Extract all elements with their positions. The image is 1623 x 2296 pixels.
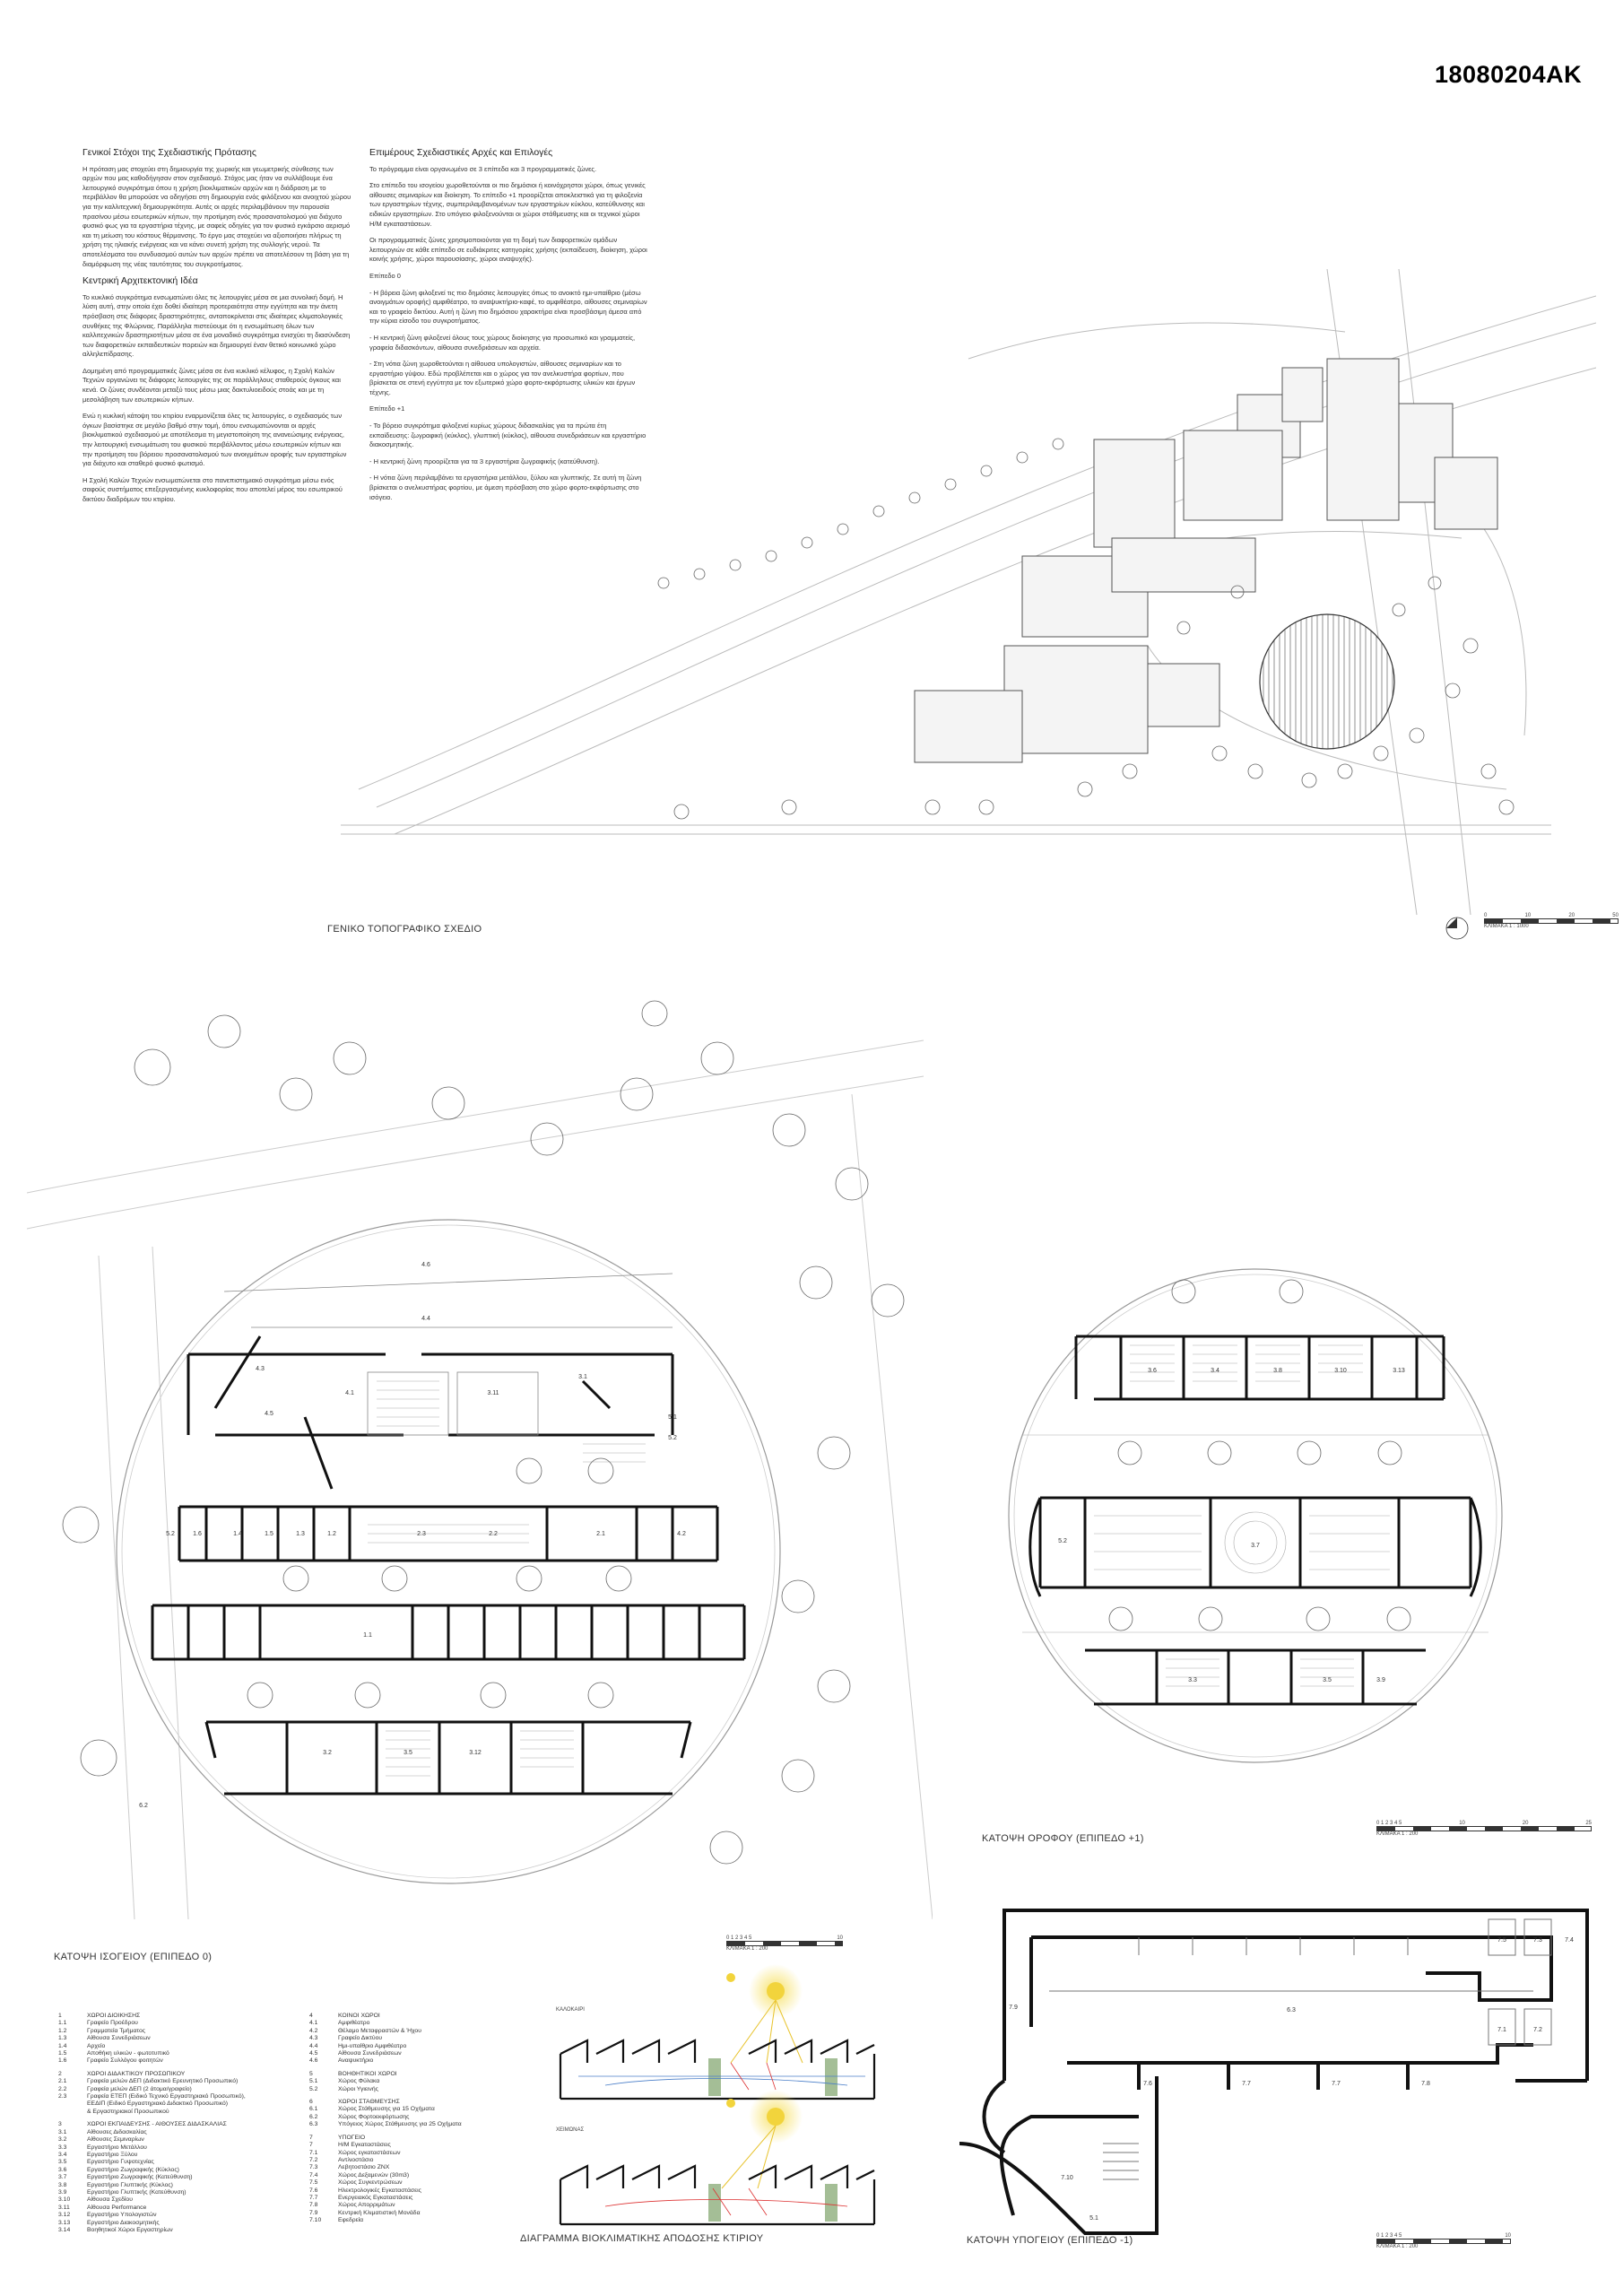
- legend-code: 3.13: [58, 2219, 71, 2226]
- legend-text: Αναψυκτήριο: [338, 2057, 374, 2065]
- legend-text: Λεβητοστάσιο ΖΝΧ: [338, 2164, 390, 2171]
- legend-code: 3.1: [58, 2128, 67, 2135]
- ground-floor-plan: [27, 987, 933, 1919]
- room-label: 7.6: [1143, 2081, 1152, 2087]
- bioclimatic-sections: [551, 1964, 892, 2233]
- paragraph: Στο επίπεδο του ισογείου χωροθετούνται οι πιο δημόσιοι ή κοινόχρηστοι χώροι, όπως γενικές αίθουσες σεμιναρίων και διοίκηση. Το επίπεδο +1 προορίζεται αποκλειστικά για τη φιλοξενία των εργαστηρίων τέχνης, συμπεριλαμβανομένων των εργαστηρίων κύκλου, κατεύθυνσης και ειδικών εργαστηρίων. Στο υπόγειο φιλοξενούνται οι χώροι στάθμευσης και οι τεχνικοί χώροι Η/Μ εγκαταστάσεων.: [369, 181, 646, 228]
- legend-code: [58, 2109, 87, 2116]
- proposed-building-footprint: [1260, 614, 1394, 749]
- legend-text: Γραφείο Συλλόγου φοιτητών: [87, 2057, 163, 2065]
- legend-row: [309, 2210, 525, 2217]
- legend-code: 3.8: [58, 2181, 67, 2188]
- basement-plan: [959, 1883, 1605, 2260]
- legend-text: Εργαστήριο Ξύλου: [87, 2151, 138, 2158]
- room-label: 3.5: [1323, 1677, 1332, 1683]
- heading-design-principles: Επιμέρους Σχεδιαστικές Αρχές και Επιλογές: [369, 147, 553, 158]
- legend-text: Χώρος Δεξαμενών (30m3): [338, 2171, 410, 2179]
- legend-text: Αίθουσες Διδασκαλίας: [87, 2128, 147, 2135]
- scale-tick: 0: [1484, 913, 1488, 918]
- legend-code: 4.3: [309, 2035, 318, 2042]
- legend-text: Γραφεία μελών ΔΕΠ (2 άτομα/γραφείο): [87, 2085, 192, 2092]
- legend-text: Χώρος Φύλακα: [338, 2078, 380, 2085]
- room-label: 3.1: [578, 1374, 587, 1380]
- paragraph: - Η κεντρική ζώνη φιλοξενεί όλους τους χώρους διοίκησης για προσωπικό και γραμματείς, γραφεία διδασκόντων, αίθουσα συνεδριάσεων και αρχεία.: [369, 333, 636, 352]
- legend-text: Εργαστήριο Υπολογιστών: [87, 2212, 157, 2219]
- legend-code: 7.1: [309, 2149, 318, 2156]
- legend-code: 7.7: [309, 2194, 318, 2201]
- legend-code: 3.9: [58, 2188, 67, 2196]
- legend-row: [58, 2220, 300, 2227]
- legend-code: 3: [58, 2121, 62, 2128]
- room-label: 7.9: [1009, 2005, 1018, 2011]
- room-label: 5.1: [668, 1414, 677, 1421]
- legend-text: Χώρος Στάθμευσης για 15 Οχήματα: [338, 2106, 435, 2113]
- room-label: 7.1: [1497, 2027, 1506, 2033]
- scale-tick: 10: [837, 1935, 843, 1941]
- paragraph: - Η κεντρική ζώνη προορίζεται για τα 3 εργαστήρια ζωγραφικής (κατεύθυνση).: [369, 457, 600, 465]
- legend-code: 4.4: [309, 2042, 318, 2049]
- legend-text: Χώρος Απορριμάτων: [338, 2202, 395, 2209]
- legend-text: Γραφείο Προέδρου: [87, 2020, 138, 2027]
- paragraph: Η πρόταση μας στοχεύει στη δημιουργία της χωρικής και γεωμετρικής σύνθεσης των αρχών που μας καθοδήγησαν στον σχεδιασμό. Στόχος μας ήταν να συλλάβουμε ένα λειτουργικό συγκρότημα όπου η χρήση βιοκλιματικών αρχών και η διάδραση με το περιβάλλον θα μπορούσε να οδηγήσει στη δημιουργία ενός φιλόξενου και ανοιχτού χώρου για την καλλιτεχνική δημιουργικότητα. Αυτές οι αρχές περιλαμβάνουν την παρουσία πρασίνου μέσω εσωτερικών κήπων, την προτίμηση ενός προσανατολισμού για διάχυτο φυσικό φως για τα εργαστήρια τέχνης, με σαφείς οδηγίες για τον φυσικό εγκάρσιο αερισμό και τη μείωση του κόστους θέρμανσης. Το έργο μας στοχεύει να αξιοποιήσει πλήρως τη χρήση της ηλιακής ενέργειας και να κάνει συνετή χρήση της συλλογής νερού. Τα αποτελέσματα του συνδυασμού αυτών των αρχών πρέπει να αποτελέσουν τη βάση για τη διαμόρφωση της νέας ταυτότητας του συγκροτήματος.: [82, 164, 352, 268]
- scale-tick: 0 1 2 3 4 5: [1376, 2233, 1402, 2239]
- scale-label: ΚΛΙΜΑΚΑ 1 : 200: [1376, 2244, 1419, 2249]
- legend-code: 7.2: [309, 2156, 318, 2163]
- legend-code: 3.7: [58, 2174, 67, 2181]
- legend-row: [58, 2136, 300, 2144]
- legend-code: 1.2: [58, 2027, 67, 2034]
- scale-tick: 20: [1522, 1821, 1529, 1826]
- room-label: 3.3: [1188, 1677, 1197, 1683]
- legend-text: Χώρος εγκαταστάσεων: [338, 2149, 401, 2156]
- topo-scale-bar: [1484, 913, 1619, 929]
- legend-code: 7.3: [309, 2164, 318, 2171]
- room-label: 7.4: [1565, 1937, 1574, 1944]
- legend-text: Ημι-υπαίθριο Αμφιθέατρο: [338, 2042, 407, 2049]
- legend-text: ΥΠΟΓΕΙΟ: [338, 2134, 366, 2141]
- legend-left: [58, 2013, 300, 2234]
- legend-row: [58, 2121, 300, 2128]
- legend-text: Αίθουσα Συνεδριάσεων: [87, 2035, 151, 2042]
- caption-basement: ΚΑΤΟΨΗ ΥΠΟΓΕΙΟΥ (ΕΠΙΠΕΔΟ -1): [967, 2235, 1133, 2246]
- legend-row: [58, 2144, 300, 2152]
- heading-central-idea: Κεντρική Αρχιτεκτονική Ιδέα: [82, 275, 198, 287]
- legend-row: [58, 2100, 300, 2108]
- legend-code: 1.3: [58, 2035, 67, 2042]
- upper-floor-plan: [1004, 1166, 1506, 1830]
- legend-code: 7.10: [309, 2217, 322, 2224]
- ground-scale-bar: [726, 1935, 843, 1952]
- legend-code: 6: [309, 2099, 313, 2106]
- legend-code: 7.5: [309, 2179, 318, 2187]
- legend-row: [309, 2057, 525, 2065]
- legend-code: 1.6: [58, 2057, 67, 2065]
- legend-code: 6.2: [309, 2113, 318, 2120]
- legend-row: [58, 2174, 300, 2181]
- room-label: 3.9: [1376, 1677, 1385, 1683]
- room-label: 4.4: [421, 1316, 430, 1322]
- project-code: 18080204AK: [1435, 61, 1583, 88]
- legend-code: 2.2: [58, 2085, 67, 2092]
- legend-text: Εργαστήριο Ζωγραφικής (Κύκλος): [87, 2166, 179, 2173]
- legend-text: Εργαστήριο Γλυπτικής (Κύκλος): [87, 2181, 173, 2188]
- legend-code: 2.3: [58, 2093, 67, 2100]
- legend-text: ΧΩΡΟΙ ΔΙΟΙΚΗΣΗΣ: [87, 2013, 141, 2019]
- legend-code: 7: [309, 2134, 313, 2141]
- room-label: 3.6: [1148, 1368, 1157, 1374]
- legend-text: Γραφεία μελών ΔΕΠ (Διδακτικό Ερευνητικό Προσωπικό): [87, 2078, 239, 2085]
- caption-bioclimatic: ΔΙΑΓΡΑΜΜΑ ΒΙΟΚΛΙΜΑΤΙΚΗΣ ΑΠΟΔΟΣΗΣ ΚΤΙΡΙΟΥ: [520, 2233, 764, 2244]
- room-label: 5.2: [1058, 1538, 1067, 1544]
- legend-text: Γραμματεία Τμήματος: [87, 2027, 146, 2034]
- paragraph: - Το βόρειο συγκρότημα φιλοξενεί κυρίως χώρους διδασκαλίας για τα πρώτα έτη εκπαίδευσης: ζωγραφική (κύκλος), γλυπτική (κύκλος), αίθουσα συνεδριάσεων και εργαστήριο διακοσμητικής.: [369, 422, 647, 449]
- scale-tick: 10: [1505, 2233, 1511, 2239]
- room-label: 3.4: [1211, 1368, 1219, 1374]
- scale-label: ΚΛΙΜΑΚΑ 1 : 200: [1376, 1831, 1419, 1837]
- room-label: 1.5: [265, 1531, 273, 1537]
- legend-text: Χώροι Υγιεινής: [338, 2085, 378, 2092]
- room-label: 1.3: [296, 1531, 305, 1537]
- legend-row: [58, 2159, 300, 2166]
- legend-row: [58, 2205, 300, 2212]
- legend-row: [309, 2142, 525, 2149]
- legend-row: [309, 2106, 525, 2113]
- room-label: 7.2: [1533, 2027, 1542, 2033]
- legend-row: [309, 2086, 525, 2093]
- legend-code: 3.5: [58, 2159, 67, 2166]
- heading-general-goals: Γενικοί Στόχοι της Σχεδιαστικής Πρότασης: [82, 147, 256, 158]
- legend-text: Αίθουσα Performance: [87, 2204, 147, 2211]
- paragraph: Το κυκλικό συγκρότημα ενσωματώνει όλες τις λειτουργίες μέσα σε μια συνολική δομή. Η λύση αυτή, στην οποία έχει δοθεί ιδιαίτερη προτεραιότητα στην εγγύτητα και την άνετη πρόσβαση στις διάφορες δραστηριότητες, ανταποκρίνεται στις ιδιαίτερες κλιματολογικές συνθήκες της Φλώρινας. Παράλληλα πιστεύουμε ότι η ενσωμάτωση όλων των καλλιτεχνικών δραστηριοτήτων μέσα σε ένα μοναδικό συγκρότημα ενισχύει τη διασύνδεση των διαφορετικών εκπαιδευτικών πορειών και δημιουργεί έναν θετικό κοινωνικό χώρο αλληλεπίδρασης.: [82, 292, 351, 359]
- room-label: 7.3: [1533, 1937, 1542, 1944]
- caption-upper-floor: ΚΑΤΟΨΗ ΟΡΟΦΟΥ (ΕΠΙΠΕΔΟ +1): [982, 1833, 1144, 1844]
- legend-code: 4.1: [309, 2020, 318, 2027]
- legend-row: [309, 2043, 525, 2050]
- legend-right: [309, 2013, 525, 2225]
- legend-code: 1.1: [58, 2020, 67, 2027]
- legend-code: 5.2: [309, 2085, 318, 2092]
- legend-text: Χώρος Φορτοεκφόρτωσης: [338, 2113, 410, 2120]
- legend-text: Αίθουσα Συνεδριάσεων: [338, 2050, 402, 2057]
- legend-code: 4.2: [309, 2027, 318, 2034]
- room-label: 5.2: [668, 1435, 677, 1441]
- legend-code: 2.1: [58, 2078, 67, 2085]
- room-label: 1.4: [233, 1531, 242, 1537]
- legend-text: Εργαστήριο Γυψοτεχνίας: [87, 2159, 154, 2166]
- paragraph: Η Σχολή Καλών Τεχνών ενσωματώνεται στο πανεπιστημιακό συγκρότημα μέσω ενός σαφούς συστήματος επεξεργασμένης κυκλοφορίας που αποτελεί μέρος του εσωτερικού δικτύου διαδρόμων του κτιρίου.: [82, 475, 343, 503]
- room-label: 3.7: [1251, 1543, 1260, 1549]
- legend-code: 2: [58, 2070, 62, 2077]
- legend-text: & Εργαστηριακοί Προσωπικού: [87, 2108, 169, 2115]
- scale-tick: 10: [1459, 1821, 1465, 1826]
- room-label: 1.2: [327, 1531, 336, 1537]
- legend-text: Γραφείο Δικτύου: [338, 2035, 383, 2042]
- basement-scale-bar: [1376, 2233, 1511, 2249]
- legend-row: [58, 2028, 300, 2035]
- legend-row: [58, 2212, 300, 2219]
- legend-text: Γραφεία ΕΤΕΠ (Ειδικό Τεχνικό Εργαστηριακό Προσωπικό),: [87, 2093, 246, 2100]
- legend-row: [309, 2028, 525, 2035]
- site-plan-drawing: [341, 269, 1596, 951]
- room-label: 4.5: [265, 1411, 273, 1417]
- legend-text: Κεντρική Κλιματιστική Μονάδα: [338, 2209, 421, 2216]
- room-label: 2.3: [417, 1531, 426, 1537]
- paragraph: - Η νότια ζώνη περιλαμβάνει τα εργαστήρια μετάλλου, ξύλου και γλυπτικής. Σε αυτή τη ζώνη βρίσκεται ο ανελκυστήρας φορτίου, με άμεση πρόσβαση στο χώρο φορτο-εκφόρτωσης στο ισόγειο.: [369, 474, 642, 501]
- legend-code: 1.5: [58, 2050, 67, 2057]
- legend-text: Εργαστήριο Μετάλλου: [87, 2144, 147, 2151]
- legend-text: ΚΟΙΝΟΙ ΧΩΡΟΙ: [338, 2013, 380, 2019]
- legend-text: Εργαστήριο Γλυπτικής (Κατεύθυνση): [87, 2188, 187, 2196]
- legend-row: [58, 2129, 300, 2136]
- room-label: 7.7: [1332, 2081, 1341, 2087]
- paragraph: - Η βόρεια ζώνη φιλοξενεί τις πιο δημόσιες λειτουργίες όπως το ανοικτό ημι-υπαίθριο (μέσω ανοιγμάτων οροφής) αμφιθέατρο, το αναψυκτήριο-καφέ, το αμφιθέατρο, αίθουσες σεμιναρίων και το γραφείο δικτύου. Αυτή η ζώνη πιο δημόσιου χαρακτήρα είναι προσβάσιμη άμεσα από την κύρια είσοδο του συγκροτήματος.: [369, 288, 647, 326]
- legend-row: [309, 2150, 525, 2157]
- north-arrow-icon: [1439, 910, 1475, 946]
- room-label: 3.12: [469, 1750, 482, 1756]
- legend-text: Αντλιοστάσιο: [338, 2156, 374, 2163]
- legend-text: ΧΩΡΟΙ ΔΙΔΑΚΤΙΚΟΥ ΠΡΟΣΩΠΙΚΟΥ: [87, 2070, 186, 2077]
- legend-code: 7.8: [309, 2202, 318, 2209]
- legend-row: [309, 2202, 525, 2209]
- legend-row: [58, 2057, 300, 2065]
- scale-tick: 10: [1524, 913, 1532, 918]
- scale-tick: 20: [1568, 913, 1575, 918]
- scale-label: ΚΛΙΜΑΚΑ 1 : 200: [726, 1946, 768, 1952]
- legend-row: [309, 2179, 525, 2187]
- room-label: 2.2: [489, 1531, 498, 1537]
- section-label-summer: ΚΑΛΟΚΑΙΡΙ: [556, 2007, 585, 2013]
- room-label: 2.1: [596, 1531, 605, 1537]
- legend-row: [309, 2187, 525, 2195]
- scale-tick: 25: [1585, 1821, 1592, 1826]
- caption-ground-floor: ΚΑΤΟΨΗ ΙΣΟΓΕΙΟΥ (ΕΠΙΠΕΔΟ 0): [54, 1952, 213, 1962]
- legend-row: [309, 2217, 525, 2224]
- legend-text: Αίθουσα Σχεδίου: [87, 2196, 133, 2204]
- text-column-left: [82, 148, 352, 512]
- legend-code: [58, 2100, 87, 2108]
- room-label: 6.3: [1287, 2007, 1296, 2013]
- legend-text: Ηλεκτρολογικές Εγκαταστάσεις: [338, 2187, 421, 2194]
- legend-code: 1.4: [58, 2042, 67, 2049]
- legend-code: 3.2: [58, 2136, 67, 2144]
- legend-row: [58, 2078, 300, 2085]
- legend-row: [58, 2043, 300, 2050]
- legend-text: Εφεδρεία: [338, 2217, 364, 2224]
- legend-code: 1: [58, 2013, 62, 2019]
- room-label: 3.10: [1334, 1368, 1347, 1374]
- legend-code: 5: [309, 2070, 313, 2077]
- legend-text: Εργαστήριο Διακοσμητικής: [87, 2219, 160, 2226]
- room-label: 3.11: [487, 1390, 499, 1396]
- legend-text: Αρχείο: [87, 2042, 106, 2049]
- legend-text: Ενεργειακός Εγκαταστάσεις: [338, 2194, 413, 2201]
- legend-row: [309, 2164, 525, 2171]
- scale-tick: 50: [1612, 913, 1619, 918]
- legend-text: ΒΟΗΘΗΤΙΚΟΙ ΧΩΡΟΙ: [338, 2070, 397, 2077]
- legend-code: 3.11: [58, 2204, 70, 2211]
- legend-text: ΕΕΔΙΠ (Ειδικό Εργαστηριακό Διδακτικό Προσωπικό): [87, 2100, 229, 2108]
- legend-text: Αίθουσες Σεμιναρίων: [87, 2136, 144, 2144]
- legend-code: 3.3: [58, 2144, 67, 2151]
- legend-text: Υπόγειος Χώρος Στάθμευσης για 25 Οχήματα: [338, 2121, 462, 2128]
- legend-row: [58, 2109, 300, 2116]
- upper-scale-bar: [1376, 1821, 1592, 1837]
- paragraph: Επίπεδο 0: [369, 271, 401, 280]
- legend-row: [309, 2071, 525, 2078]
- legend-text: Θέλαμο Μεταφραστών & Ήχου: [338, 2027, 421, 2034]
- legend-code: 3.6: [58, 2166, 67, 2173]
- legend-code: 4.6: [309, 2057, 318, 2065]
- legend-row: [309, 2035, 525, 2042]
- legend-text: Η/Μ Εγκαταστάσεις: [338, 2142, 391, 2149]
- legend-row: [58, 2167, 300, 2174]
- room-label: 4.2: [677, 1531, 686, 1537]
- room-label: 5.2: [166, 1531, 175, 1537]
- legend-code: 7.4: [309, 2171, 318, 2179]
- legend-row: [309, 2135, 525, 2142]
- legend-code: 6.1: [309, 2106, 318, 2113]
- legend-code: 7.6: [309, 2187, 318, 2194]
- legend-row: [309, 2172, 525, 2179]
- legend-code: 3.12: [58, 2212, 71, 2219]
- legend-row: [58, 2086, 300, 2093]
- legend-row: [309, 2078, 525, 2085]
- section-label-winter: ΧΕΙΜΩΝΑΣ: [556, 2127, 585, 2133]
- room-label: 5.1: [1089, 2215, 1098, 2222]
- legend-code: 6.3: [309, 2121, 318, 2128]
- legend-text: ΧΩΡΟΙ ΣΤΑΘΜΕΥΣΗΣ: [338, 2099, 400, 2106]
- legend-code: 3.10: [58, 2196, 71, 2204]
- legend-code: 3.14: [58, 2226, 71, 2233]
- room-label: 7.10: [1061, 2175, 1073, 2181]
- legend-text: Αμφιθέατρο: [338, 2020, 370, 2027]
- scale-tick: 0 1 2 3 4 5: [726, 1935, 752, 1941]
- room-label: 7.7: [1242, 2081, 1251, 2087]
- legend-row: [58, 2182, 300, 2189]
- legend-row: [58, 2035, 300, 2042]
- legend-text: Αποθήκη υλικών - φωτοτυπικό: [87, 2050, 169, 2057]
- room-label: 3.2: [323, 1750, 332, 1756]
- scale-label: ΚΛΙΜΑΚΑ 1 : 1000: [1484, 924, 1529, 929]
- legend-row: [58, 2020, 300, 2027]
- legend-text: Εργαστήριο Ζωγραφικής (Κατεύθυνση): [87, 2174, 193, 2181]
- legend-row: [309, 2020, 525, 2027]
- legend-code: 4.5: [309, 2050, 318, 2057]
- room-label: 4.6: [421, 1262, 430, 1268]
- legend-row: [58, 2227, 300, 2234]
- scale-tick: 0 1 2 3 4 5: [1376, 1821, 1402, 1826]
- paragraph: Ενώ η κυκλική κάτοψη του κτιρίου εναρμονίζεται όλες τις λειτουργίες, ο σχεδιασμός των όγκων βασίστηκε σε μεγάλο βαθμό στην τομή, όπου ενσωματώνονται οι αρχές βιοκλιματικού σχεδιασμού με αποτέλεσμα τη μεγιστοποίηση της ανανεώσιμης ενέργειας, την λειτουργική ενσωμάτωση του φυσικού περιβάλλοντος μέσω εσωτερικών κήπων και την προτίμηση του βόρειου προσανατολισμού των ανοιγμάτων οροφής των εργαστηρίων για διάχυτο και σταθερό φυσικό φωτισμό.: [82, 412, 347, 468]
- legend-code: 7.9: [309, 2209, 318, 2216]
- room-label: 7.5: [1497, 1937, 1506, 1944]
- legend-row: [58, 2196, 300, 2204]
- room-label: 3.5: [404, 1750, 412, 1756]
- caption-topographic-plan: ΓΕΝΙΚΟ ΤΟΠΟΓΡΑΦΙΚΟ ΣΧΕΔΙΟ: [327, 924, 482, 935]
- legend-code: 5.1: [309, 2078, 318, 2085]
- legend-code: 4: [309, 2013, 313, 2019]
- room-label: 1.6: [193, 1531, 202, 1537]
- room-label: 4.3: [256, 1366, 265, 1372]
- paragraph: Οι προγραμματικές ζώνες χρησιμοποιούνται για τη δομή των διαφορετικών ομάδων λειτουργιών σε κάθε επίπεδο σε ευδιάκριτες κατηγορίες χρήσης (εκπαίδευση, διοίκηση, χώροι κοινής χρήσης, χώροι παρουσίασης, χώροι αναψυχής).: [369, 236, 647, 264]
- room-label: 3.8: [1273, 1368, 1282, 1374]
- legend-row: [309, 2121, 525, 2128]
- room-label: 1.1: [363, 1632, 372, 1639]
- legend-row: [58, 2071, 300, 2078]
- paragraph: Επίπεδο +1: [369, 404, 405, 413]
- room-label: 6.2: [139, 1803, 148, 1809]
- legend-code: 3.4: [58, 2151, 67, 2158]
- legend-code: 7: [309, 2142, 313, 2149]
- legend-text: Χώρος Συγκεντρώσεων: [338, 2179, 403, 2187]
- paragraph: - Στη νότια ζώνη χωροθετούνται η αίθουσα υπολογιστών, αίθουσες σεμιναρίων και το εργαστήριο γύψου. Εδώ προβλέπεται και ο χώρος για τον ανελκυστήρα φορτίων, που βρίσκεται σε στενή εγγύτητα με τον εξωτερικό χώρο φορτο-εκφόρτωσης υλικών και έργων τέχνης.: [369, 360, 636, 396]
- legend-text: ΧΩΡΟΙ ΕΚΠΑΙΔΕΥΣΗΣ - ΑΙΘΟΥΣΕΣ ΔΙΔΑΣΚΑΛΙΑΣ: [87, 2121, 227, 2128]
- room-label: 7.8: [1421, 2081, 1430, 2087]
- paragraph: Δομημένη από προγραμματικές ζώνες μέσα σε ένα κυκλικό κέλυφος, η Σχολή Καλών Τεχνών οργανώνει τις διάφορες λειτουργίες της σε παράλληλους σταθερούς όγκους και κενά. Οι ζώνες συνδέονται μεταξύ τους μέσω μιας δακτυλιοειδούς στοάς και με τη μεσολάβηση των εσωτερικών κήπων.: [82, 366, 341, 404]
- paragraph: Το πρόγραμμα είναι οργανωμένο σε 3 επίπεδα και 3 προγραμματικές ζώνες.: [369, 164, 597, 173]
- room-label: 3.13: [1393, 1368, 1405, 1374]
- room-label: 4.1: [345, 1390, 354, 1396]
- legend-row: [309, 2050, 525, 2057]
- legend-text: Βοηθητικοί Χώροι Εργαστηρίων: [87, 2226, 173, 2233]
